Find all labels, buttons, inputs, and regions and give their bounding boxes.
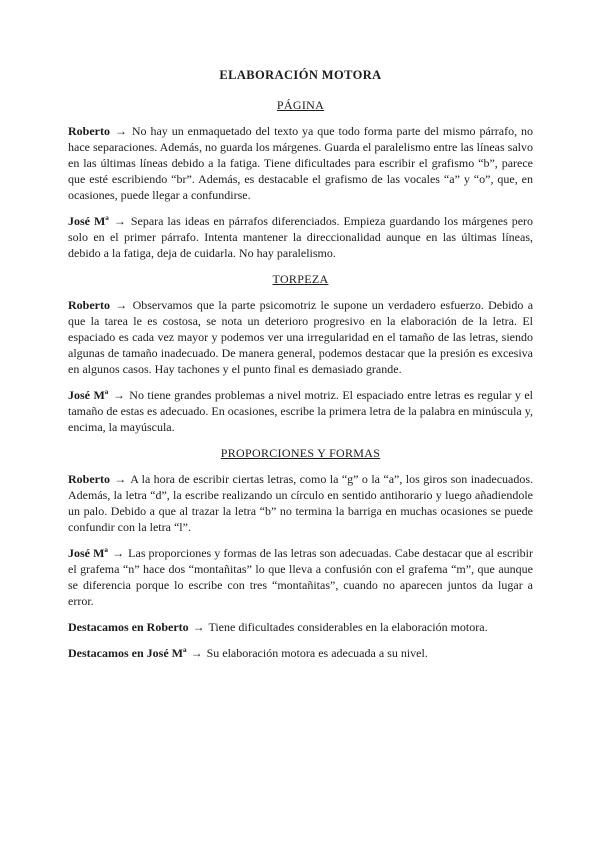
para-lead-roberto: Roberto [68,472,110,486]
right-arrow-glyph: → [112,546,125,560]
para-body: Separa las ideas en párrafos diferenciados. Empieza guardando los márgenes pero solo en el primer párrafo. Intenta mantener la direccionalidad aunque en las últimas líneas, debido a la fatiga, deja de cuidarla. No hay paralelismo. [68,214,534,260]
right-arrow-glyph: → [192,620,205,634]
document-title: ELABORACIÓN MOTORA [219,68,382,82]
para-body: No hay un enmaquetado del texto ya que todo forma parte del mismo párrafo, no hace separaciones. Además, no guarda los márgenes. Guarda el paralelismo entre las líneas salvo en las últimas líneas debido a la fatiga. Tiene dificultades para escribir el grafismo “b”, parece que esté escribiendo “br”. Además, es destacable el grafismo de las vocales “a” y “o”, que, en ocasiones, puede llegar a confundirse. [68,124,534,202]
para-pagina-roberto [68,123,533,203]
para-body: Observamos que la parte psicomotriz le supone un verdadero esfuerzo. Debido a que la tarea le es costosa, se nota un deterioro progresivo en la elaboración de la letra. El espaciado es cada vez mayor y podemos ver una irregularidad en el tamaño de las letras, siendo algunas de tamaño inadecuado. De manera general, podemos destacar que la presión es excesiva en algunos casos. Hay tachones y el punto final es demasiado grande. [68,298,534,376]
right-arrow-glyph: → [113,214,126,228]
section-heading-proporciones-text: PROPORCIONES Y FORMAS [220,446,381,460]
section-heading-torpeza-text: TORPEZA [272,272,329,286]
para-pagina-jose [68,213,533,261]
right-arrow-glyph: → [114,472,127,486]
para-body: Tiene dificultades considerables en la elaboración motora. [208,620,488,634]
para-body: A la hora de escribir ciertas letras, como la “g” o la “a”, los giros son inadecuados. Además, la letra “d”, la escribe realizando un círculo en sentido antihorario y luego añadiendole un palo. Debido a que al trazar la letra “b” no termina la barriga en muchas ocasiones se puede confundir con la letra “l”. [68,472,534,534]
para-lead-roberto: Roberto [68,124,110,138]
right-arrow-glyph: → [190,646,203,660]
section-heading-pagina [68,97,533,113]
para-body: No tiene grandes problemas a nivel motriz. El espaciado entre letras es regular y el tamaño de estas es adecuado. En ocasiones, escribe la primera letra de la palabra en minúscula y, encima, la mayúscula. [68,388,534,434]
section-heading-torpeza [68,271,533,287]
para-proporciones-roberto [68,471,533,535]
right-arrow-glyph: → [112,388,125,402]
para-proporciones-jose [68,545,533,609]
para-torpeza-jose [68,387,533,435]
para-lead-jose: José Mª [68,388,109,402]
section-heading-pagina-text: PÁGINA [276,98,325,112]
para-lead-roberto: Roberto [68,298,110,312]
para-destacamos-roberto [68,619,533,635]
para-destacamos-jose [68,645,533,661]
para-body: Las proporciones y formas de las letras son adecuadas. Cabe destacar que al escribir el grafema “n” hace dos “montañitas” lo que lleva a confusión con el grafema “m”, que aunque se diferencia porque lo escribe con tres “montañitas”, cuando no aparecen juntos da lugar a error. [68,546,533,608]
para-body: Su elaboración motora es adecuada a su nivel. [206,646,428,660]
para-lead-destacamos-jose: Destacamos en José Mª [68,646,187,660]
para-lead-destacamos-roberto: Destacamos en Roberto [68,620,189,634]
section-heading-proporciones [68,445,533,461]
para-torpeza-roberto [68,297,533,377]
para-lead-jose: José Mª [68,546,108,560]
right-arrow-glyph: → [114,124,127,138]
para-lead-jose: José Mª [68,214,109,228]
right-arrow-glyph: → [115,298,128,312]
